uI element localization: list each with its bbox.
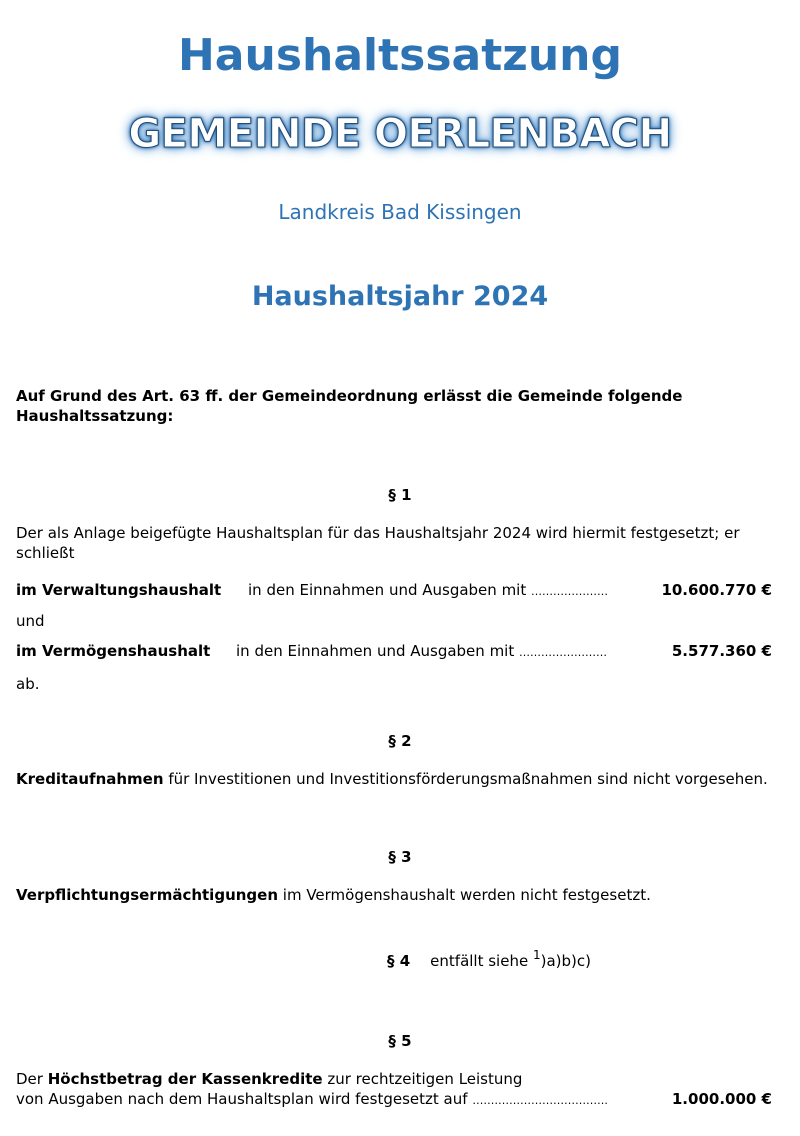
section-1-heading: § 1 bbox=[388, 486, 412, 504]
verwaltungshaushalt-label: im Verwaltungshaushalt bbox=[16, 581, 222, 599]
section-5-heading: § 5 bbox=[388, 1032, 412, 1050]
municipality-name: GEMEINDE OERLENBACH bbox=[128, 111, 672, 157]
section-4-suffix: )a)b)c) bbox=[540, 952, 591, 970]
section-2-text: Kreditaufnahmen für Investitionen und Investitionsförderungsmaßnahmen sind nicht vorgesehen. bbox=[16, 770, 768, 788]
section-4-heading: § 4 bbox=[387, 952, 411, 970]
leader-dots: ………………………………. bbox=[472, 1094, 608, 1107]
section-5-text-line2: von Ausgaben nach dem Haushaltsplan wird festgesetzt auf ………………………………. bbox=[16, 1090, 608, 1108]
ab-text: ab. bbox=[16, 675, 40, 693]
leader-dots: …………………… bbox=[519, 646, 608, 659]
vermoegenshaushalt-row bbox=[16, 640, 772, 662]
budget-year: Haushaltsjahr 2024 bbox=[251, 281, 549, 312]
verwaltungshaushalt-row bbox=[16, 579, 772, 601]
section-4-line bbox=[387, 950, 591, 972]
section-5-text-line1: Der Höchstbetrag der Kassenkredite zur rechtzeitigen Leistung bbox=[16, 1070, 523, 1088]
kassenkredite-amount: 1.000.000 € bbox=[671, 1090, 772, 1108]
vermoegenshaushalt-amount: 5.577.360 € bbox=[671, 642, 772, 660]
verwaltungshaushalt-desc: in den Einnahmen und Ausgaben mit ………………… bbox=[248, 581, 609, 599]
district-name: Landkreis Bad Kissingen bbox=[278, 200, 522, 224]
vermoegenshaushalt-label: im Vermögenshaushalt bbox=[16, 642, 211, 660]
vermoegenshaushalt-desc: in den Einnahmen und Ausgaben mit …………………… bbox=[236, 642, 608, 660]
section-3-heading: § 3 bbox=[388, 848, 412, 866]
verwaltungshaushalt-amount: 10.600.770 € bbox=[661, 581, 772, 599]
section-4-text: entfällt siehe bbox=[430, 952, 533, 970]
section-3-text: Verpflichtungsermächtigungen im Vermögenshaushalt werden nicht festgesetzt. bbox=[16, 886, 651, 904]
footnote-marker: 1 bbox=[532, 948, 541, 962]
kassenkredite-row bbox=[16, 1088, 772, 1110]
document-title: Haushaltssatzung bbox=[177, 30, 623, 81]
leader-dots: ………………… bbox=[531, 585, 609, 598]
section-2-heading: § 2 bbox=[388, 732, 412, 750]
und-text: und bbox=[16, 612, 45, 630]
intro-paragraph: Auf Grund des Art. 63 ff. der Gemeindeordnung erlässt die Gemeinde folgende Haushaltssatzung: bbox=[16, 387, 683, 425]
section-1-text: Der als Anlage beigefügte Haushaltsplan für das Haushaltsjahr 2024 wird hiermit festgesetzt; er schließt bbox=[16, 524, 740, 562]
